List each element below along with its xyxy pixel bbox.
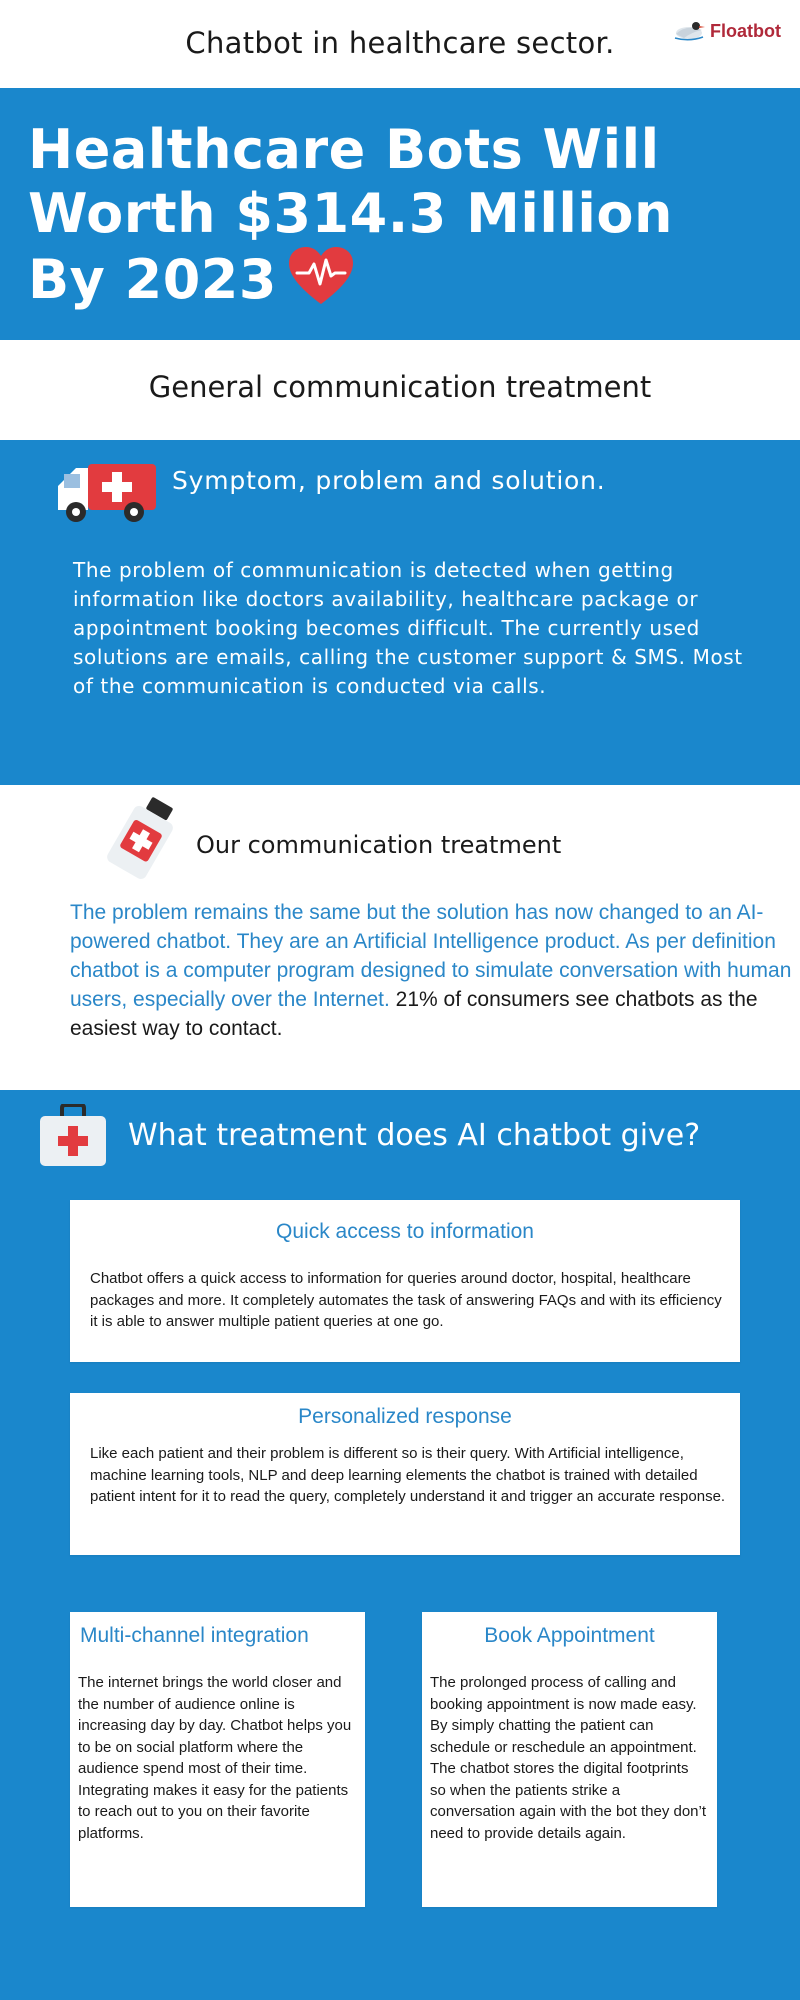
our-treatment-highlight: The problem remains the same but the solution has now changed to an AI-powered chatbot. They are an Artificial Intelligence product. As per definition chatbot is a computer program designed to simulate conversation with human users, especially over the Internet. [70,901,792,1011]
our-treatment-title: Our communication treatment [196,831,562,859]
card-title: Book Appointment [484,1624,655,1647]
card-personalized-response [70,1393,740,1555]
hero-line-1: Healthcare Bots Will [28,118,660,181]
logo-text: Floatbot [710,20,781,41]
hero-line-3-wrap [28,246,728,312]
hero-line-2: Worth $314.3 Million [28,182,673,245]
hero-line-3: By 2023 [28,248,277,311]
first-aid-kit-icon [38,1104,108,1168]
ai-section [0,1090,800,2000]
hero-banner [0,88,800,340]
card-title: Personalized response [298,1405,512,1428]
our-treatment-section [0,785,800,1090]
card-title: Multi-channel integration [80,1624,309,1647]
card-title: Quick access to information [276,1220,534,1243]
bird-icon [672,18,706,44]
card-body: Like each patient and their problem is different so is their query. With Artificial intelligence, machine learning tools, NLP and deep learning elements the chatbot is trained with detailed patient intent for it to read the query, completely understand it and trigger an accurate response. [90,1445,726,1505]
ambulance-icon [54,460,158,524]
general-title: General communication treatment [148,370,652,404]
card-body: Chatbot offers a quick access to information for queries around doctor, hospital, healthcare packages and more. It completely automates the task of answering FAQs and with its efficiency it is able to answer multiple patient queries at one go. [90,1270,722,1330]
card-body: The prolonged process of calling and booking appointment is now made easy. By simply chatting the patient can schedule or reschedule an appointment. The chatbot stores the digital footprints so when the patients strike a conversation again with the bot they don’t need to provide details again. [430,1674,707,1842]
card-quick-access [70,1200,740,1362]
our-treatment-body [70,898,795,1043]
our-treatment-plain: 21% of consumers see chatbots as the easiest way to contact. [70,988,758,1040]
medicine-bottle-icon [102,795,182,883]
heart-pulse-icon [287,246,355,306]
card-body: The internet brings the world closer and the number of audience online is increasing day by day. Chatbot helps you to be on social platform where the audience spend most of their time. Integrating makes it easy for the patients to reach out to you on their favorite platforms. [78,1674,352,1842]
ai-section-title: What treatment does AI chatbot give? [128,1118,701,1153]
card-multi-channel [70,1612,365,1907]
symptom-section [0,440,800,785]
hero-title [28,118,728,312]
header [0,0,800,88]
general-section [0,340,800,440]
card-book-appointment [422,1612,717,1907]
symptom-title: Symptom, problem and solution. [172,466,606,495]
floatbot-logo[interactable] [672,16,781,46]
header-title: Chatbot in healthcare sector. [185,26,615,60]
symptom-body: The problem of communication is detected when getting information like doctors availability, healthcare package or appointment booking becomes difficult. The currently used solutions are emails, calling the customer support & SMS. Most of the communication is conducted via calls. [73,558,743,698]
